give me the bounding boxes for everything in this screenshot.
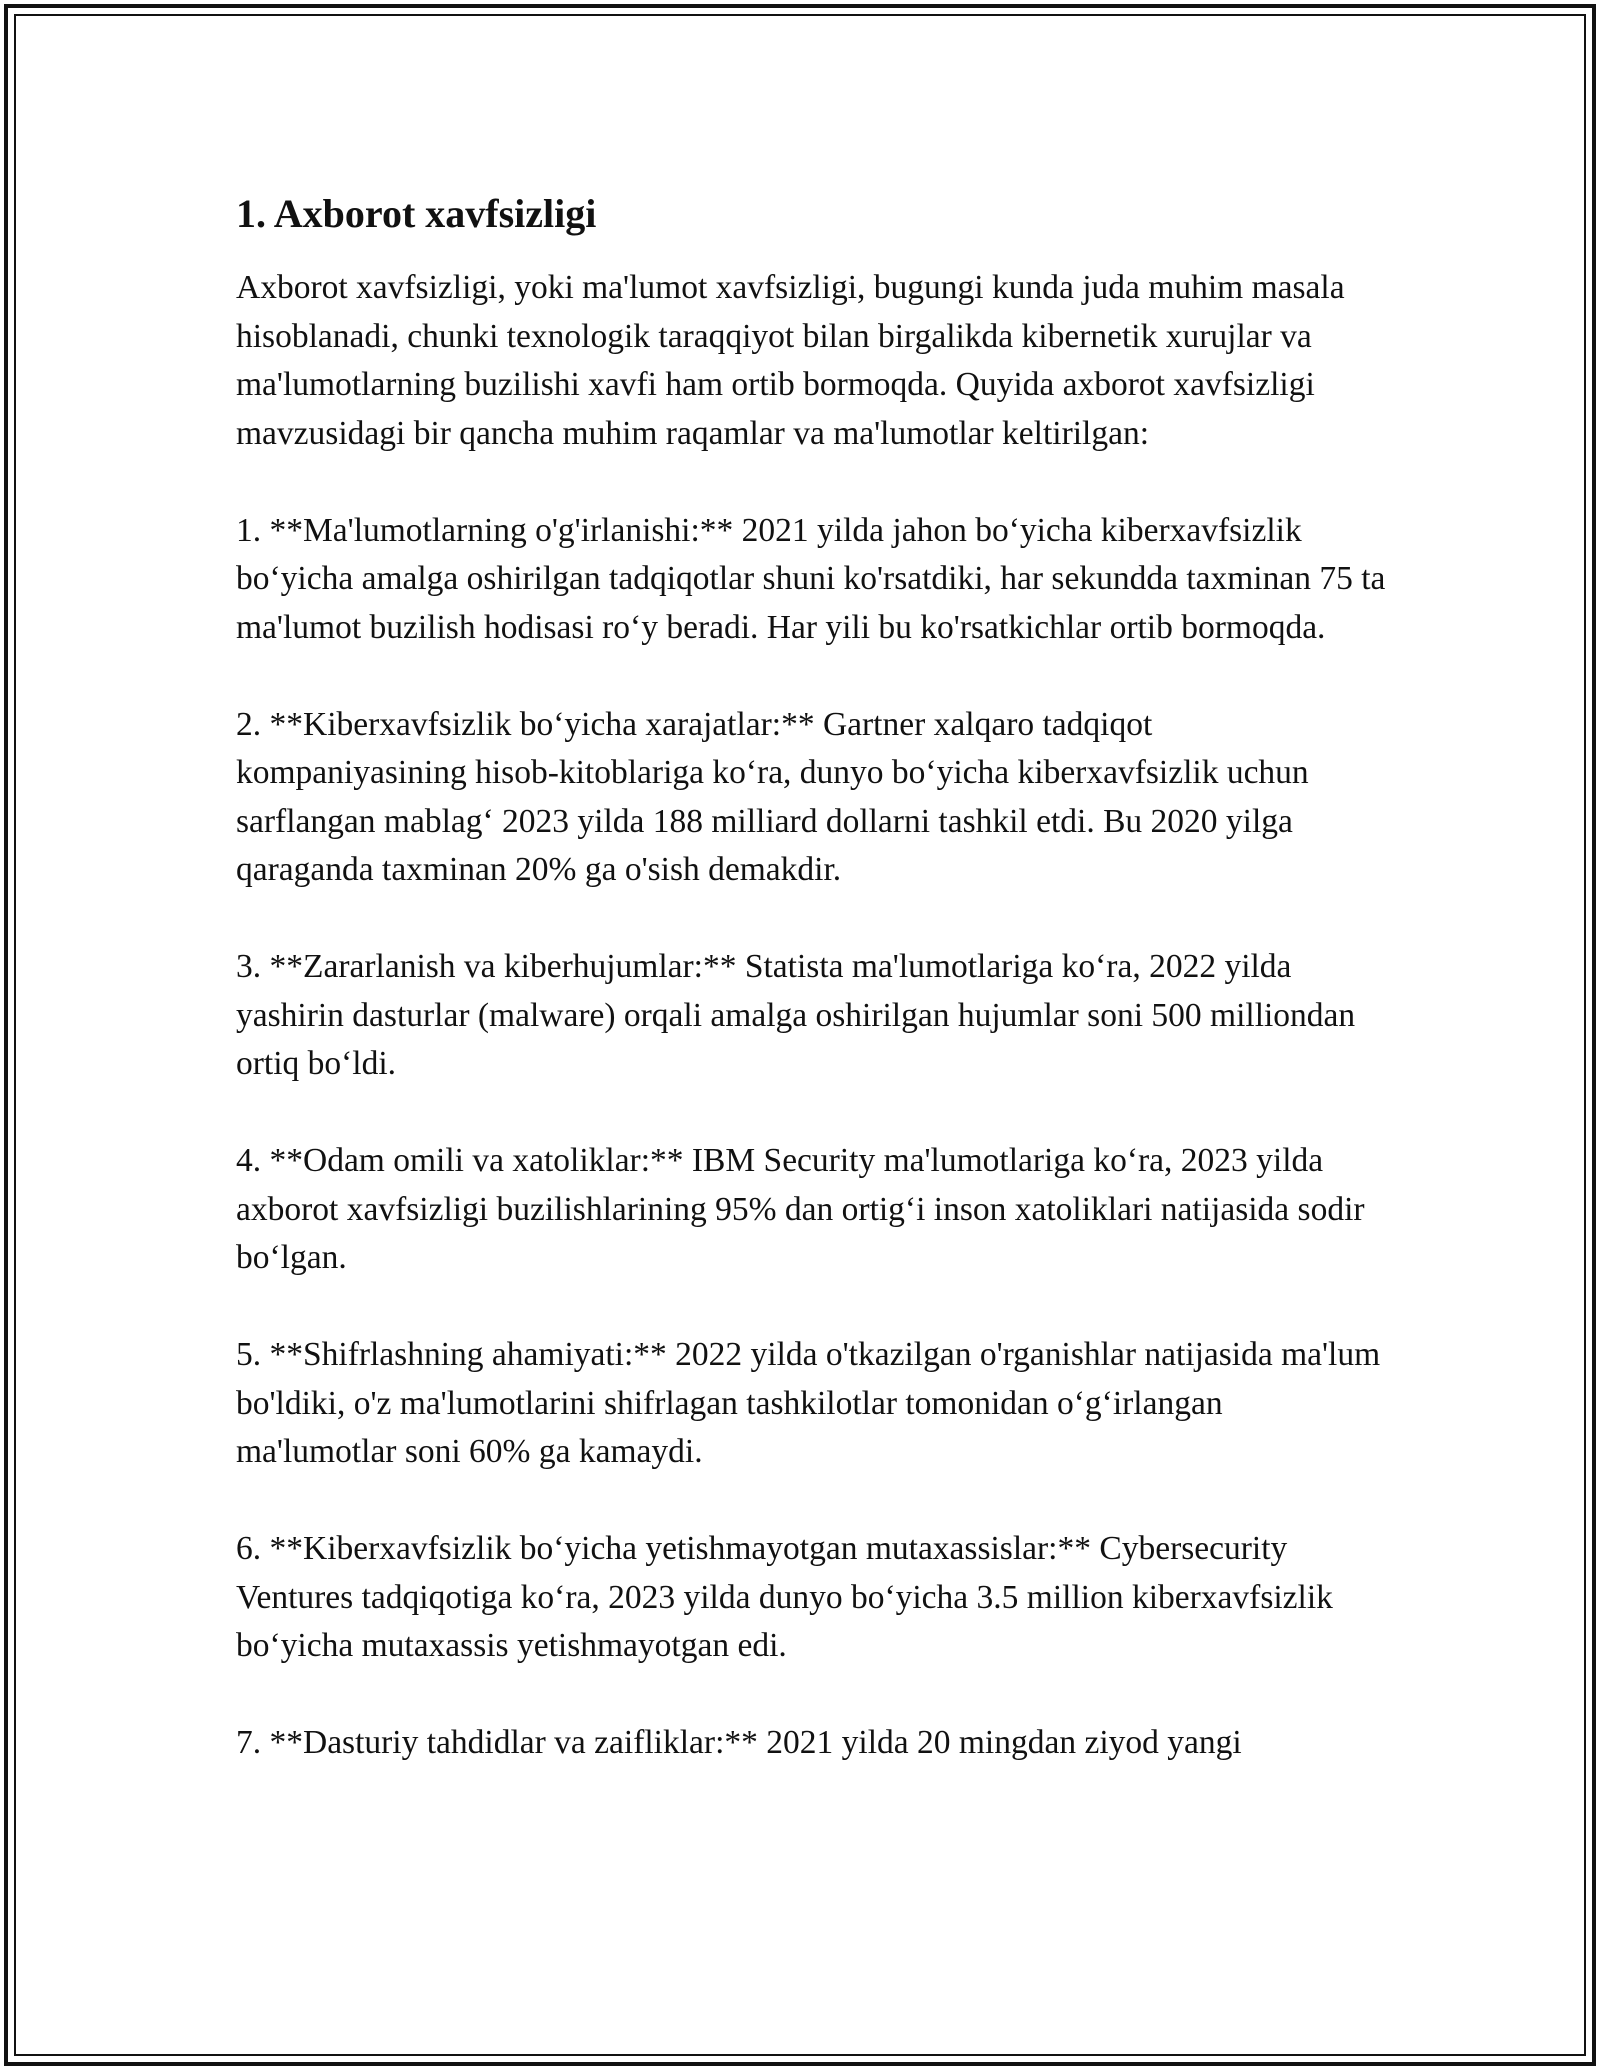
document-body xyxy=(236,186,1386,1816)
list-item-3: 3. **Zararlanish va kiberhujumlar:** Statista ma'lumotlariga ko‘ra, 2022 yilda yashirin dasturlar (malware) orqali amalga oshirilgan hujumlar soni 500 milliondan ortiq bo‘ldi. xyxy=(236,948,1356,1082)
list-item-2: 2. **Kiberxavfsizlik bo‘yicha xarajatlar:** Gartner xalqaro tadqiqot kompaniyasining hisob-kitoblariga ko‘ra, dunyo bo‘yicha kiberxavfsizlik uchun sarflangan mablag‘ 2023 yilda 188 milliard dollarni tashkil etdi. Bu 2020 yilga qaraganda taxminan 20% ga o'sish demakdir. xyxy=(236,705,1309,888)
list-item-6: 6. **Kiberxavfsizlik bo‘yicha yetishmayotgan mutaxassislar:** Cybersecurity Ventures tadqiqotiga ko‘ra, 2023 yilda dunyo bo‘yicha 3.5 million kiberxavfsizlik bo‘yicha mutaxassis yetishmayotgan edi. xyxy=(236,1530,1333,1664)
intro-paragraph: Axborot xavfsizligi, yoki ma'lumot xavfsizligi, bugungi kunda juda muhim masala hisoblanadi, chunki texnologik taraqqiyot bilan birgalikda kibernetik xurujlar va ma'lumotlarning buzilishi xavfi ham ortib bormoqda. Quyida axborot xavfsizligi mavzusidagi bir qancha muhim raqamlar va ma'lumotlar keltirilgan: xyxy=(236,269,1345,452)
list-item-5: 5. **Shifrlashning ahamiyati:** 2022 yilda o'tkazilgan o'rganishlar natijasida ma'lum bo'ldiki, o'z ma'lumotlarini shifrlagan tashkilotlar tomonidan o‘g‘irlangan ma'lumotlar soni 60% ga kamaydi. xyxy=(236,1336,1381,1470)
list-item-7: 7. **Dasturiy tahdidlar va zaifliklar:** 2021 yilda 20 mingdan ziyod yangi xyxy=(236,1724,1242,1761)
document-title: 1. Axborot xavfsizligi xyxy=(236,191,597,236)
list-item-1: 1. **Ma'lumotlarning o'g'irlanishi:** 2021 yilda jahon bo‘yicha kiberxavfsizlik bo‘yicha amalga oshirilgan tadqiqotlar shuni ko'rsatdiki, har sekundda taxminan 75 ta ma'lumot buzilish hodisasi ro‘y beradi. Har yili bu ko'rsatkichlar ortib bormoqda. xyxy=(236,511,1386,646)
list-item-4: 4. **Odam omili va xatoliklar:** IBM Security ma'lumotlariga ko‘ra, 2023 yilda axborot xavfsizligi buzilishlarining 95% dan ortig‘i inson xatoliklari natijasida sodir bo‘lgan. xyxy=(236,1142,1365,1276)
